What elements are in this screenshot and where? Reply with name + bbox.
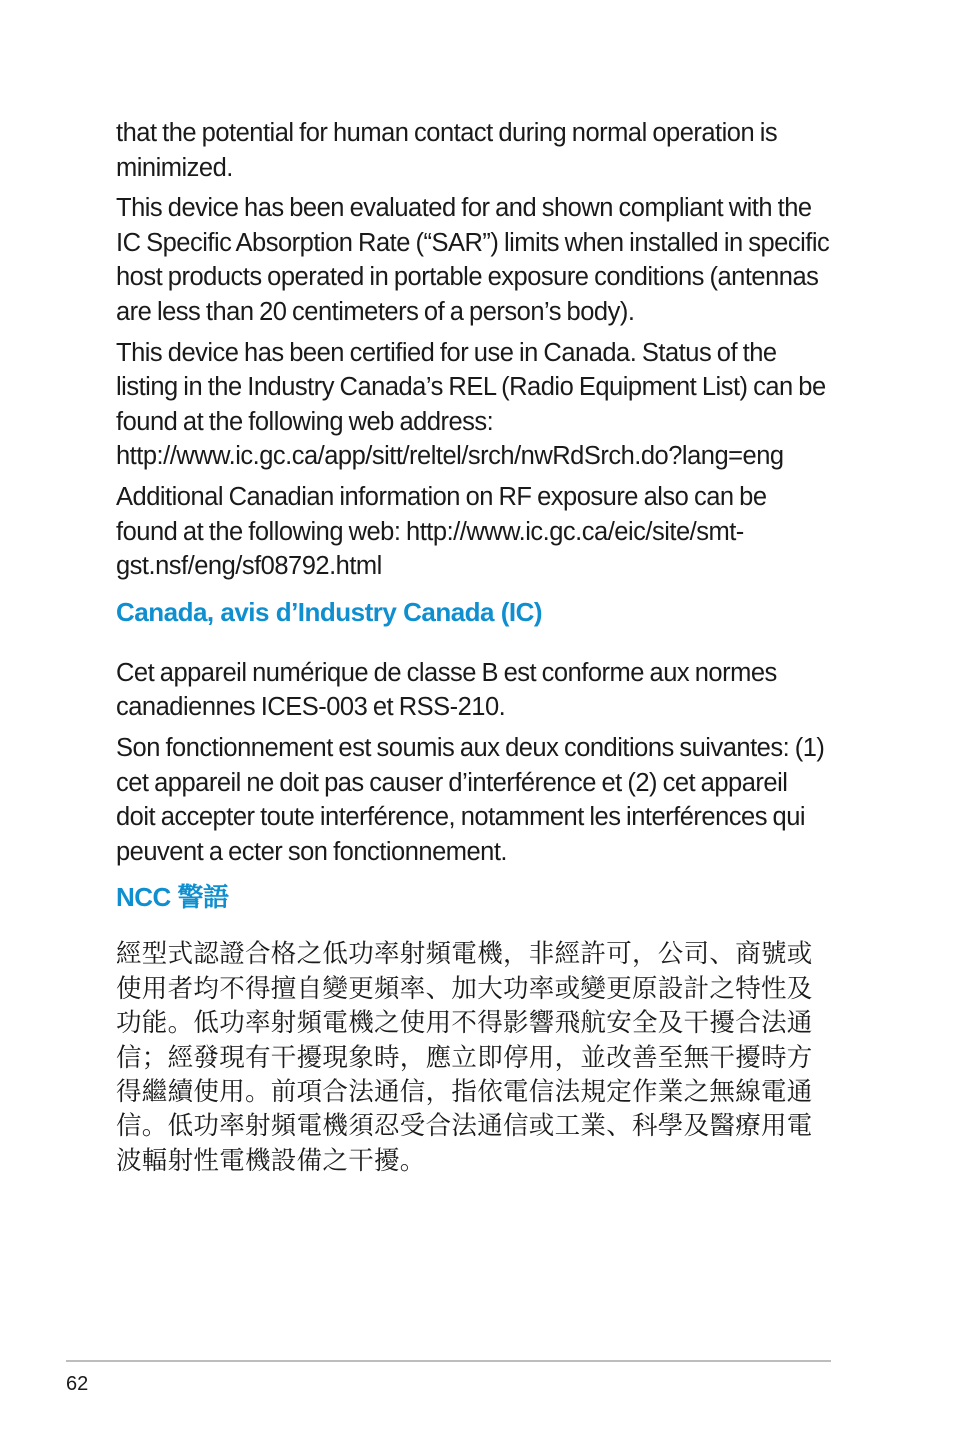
ic-french-paragraph-2: Son fonctionnement est soumis aux deux conditions suivantes: (1) cet appareil ne doit pas causer d’interférence et (2) cet appareil doit accepter toute interférence, notamment les interférences qui peuvent a ecter son fonctionnement. bbox=[116, 733, 825, 866]
page-content bbox=[116, 116, 832, 1178]
footer-divider bbox=[66, 1360, 831, 1362]
page-number: 62 bbox=[66, 1373, 89, 1395]
ic-paragraph-continued: that the potential for human contact during normal operation is minimized. bbox=[116, 119, 778, 182]
ic-certification-paragraph: This device has been certified for use in Canada. Status of the listing in the Industry Canada’s REL (Radio Equipment List) can be found at the following web address: http://www.ic.gc.ca/app/sitt/reltel/srch/nwRdSrch.do?lang=eng bbox=[116, 338, 826, 471]
ncc-heading: NCC 警語 bbox=[116, 882, 229, 913]
ic-french-heading: Canada, avis d’Industry Canada (IC) bbox=[116, 596, 543, 627]
ic-sar-paragraph: This device has been evaluated for and shown compliant with the IC Specific Absorption Rate (“SAR”) limits when installed in specific host products operated in portable exposure conditions (antennas are less than 20 centimeters of a person’s body). bbox=[116, 194, 830, 326]
ncc-paragraph: 經型式認證合格之低功率射頻電機，非經許可，公司、商號或使用者均不得擅自變更頻率、加大功率或變更原設計之特性及功能。低功率射頻電機之使用不得影響飛航安全及干擾合法通信；經發現有干擾現象時，應立即停用，並改善至無干擾時方得繼續使用。前項合法通信，指依電信法規定作業之無線電通信。低功率射頻電機須忍受合法通信或工業、科學及醫療用電波輻射性電機設備之干擾。 bbox=[116, 939, 813, 1176]
ic-rf-exposure-paragraph: Additional Canadian information on RF exposure also can be found at the following web: http://www.ic.gc.ca/eic/site/smt-gst.nsf/eng/sf08792.html bbox=[116, 482, 767, 581]
ic-french-paragraph-1: Cet appareil numérique de classe B est conforme aux normes canadiennes ICES-003 et RSS-210. bbox=[116, 658, 777, 722]
